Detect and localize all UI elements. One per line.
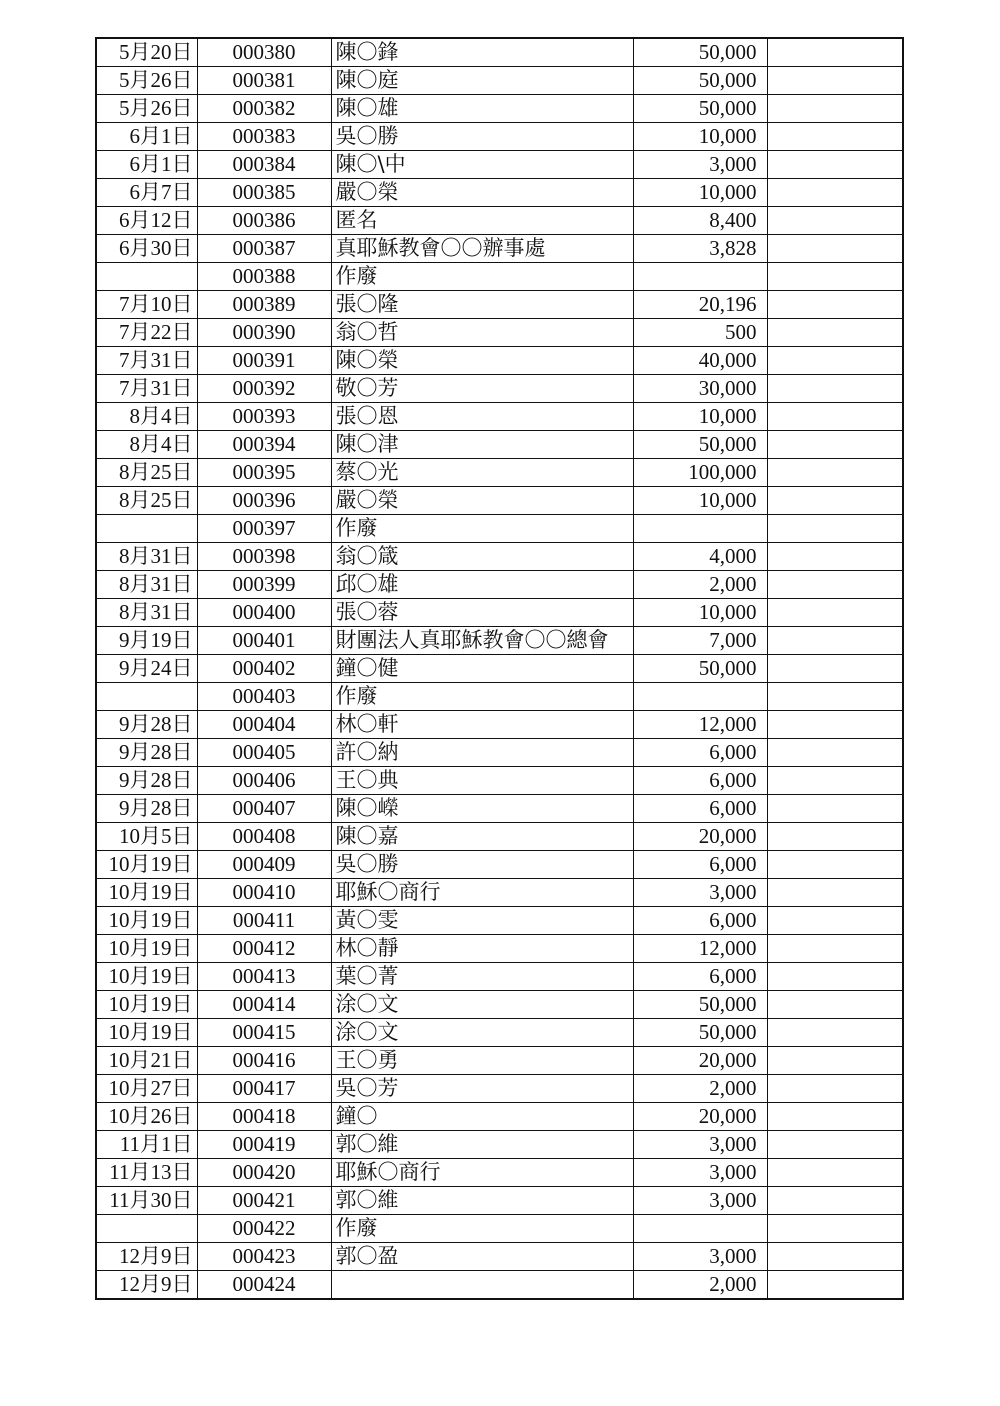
donor-name-cell: 郭〇維 — [331, 1131, 633, 1159]
donor-name-cell: 吳〇芳 — [331, 1075, 633, 1103]
receipt-number-cell: 000412 — [197, 935, 331, 963]
table-row — [96, 151, 903, 179]
table-row — [96, 515, 903, 543]
note-cell — [767, 683, 903, 711]
note-cell — [767, 1103, 903, 1131]
table-row — [96, 627, 903, 655]
note-cell — [767, 431, 903, 459]
receipt-number-cell: 000420 — [197, 1159, 331, 1187]
table-row — [96, 739, 903, 767]
table-row — [96, 235, 903, 263]
amount-cell — [633, 515, 767, 543]
note-cell — [767, 375, 903, 403]
note-cell — [767, 123, 903, 151]
amount-cell: 50,000 — [633, 95, 767, 123]
date-cell: 10月19日 — [96, 935, 197, 963]
table-row — [96, 403, 903, 431]
receipt-number-cell: 000394 — [197, 431, 331, 459]
note-cell — [767, 38, 903, 67]
note-cell — [767, 655, 903, 683]
note-cell — [767, 1215, 903, 1243]
table-row — [96, 1019, 903, 1047]
donor-name-cell: 鐘〇 — [331, 1103, 633, 1131]
amount-cell: 12,000 — [633, 935, 767, 963]
receipt-number-cell: 000385 — [197, 179, 331, 207]
receipt-number-cell: 000406 — [197, 767, 331, 795]
note-cell — [767, 1019, 903, 1047]
receipt-number-cell: 000413 — [197, 963, 331, 991]
amount-cell: 500 — [633, 319, 767, 347]
date-cell: 9月28日 — [96, 739, 197, 767]
amount-cell: 7,000 — [633, 627, 767, 655]
date-cell: 8月31日 — [96, 543, 197, 571]
donor-name-cell: 作廢 — [331, 683, 633, 711]
table-row — [96, 963, 903, 991]
amount-cell: 2,000 — [633, 1075, 767, 1103]
table-row — [96, 487, 903, 515]
receipt-number-cell: 000384 — [197, 151, 331, 179]
donor-name-cell: 邱〇雄 — [331, 571, 633, 599]
date-cell: 8月25日 — [96, 487, 197, 515]
receipt-number-cell: 000404 — [197, 711, 331, 739]
table-row — [96, 991, 903, 1019]
donor-name-cell: 王〇勇 — [331, 1047, 633, 1075]
amount-cell: 20,000 — [633, 1103, 767, 1131]
table-row — [96, 431, 903, 459]
table-row — [96, 543, 903, 571]
date-cell: 10月19日 — [96, 879, 197, 907]
receipt-number-cell: 000421 — [197, 1187, 331, 1215]
amount-cell: 3,000 — [633, 879, 767, 907]
date-cell — [96, 263, 197, 291]
date-cell: 5月26日 — [96, 95, 197, 123]
receipt-number-cell: 000419 — [197, 1131, 331, 1159]
amount-cell: 6,000 — [633, 907, 767, 935]
receipt-number-cell: 000392 — [197, 375, 331, 403]
amount-cell — [633, 1215, 767, 1243]
note-cell — [767, 151, 903, 179]
date-cell: 9月28日 — [96, 711, 197, 739]
amount-cell: 30,000 — [633, 375, 767, 403]
receipt-number-cell: 000417 — [197, 1075, 331, 1103]
table-row — [96, 1271, 903, 1300]
date-cell: 8月31日 — [96, 571, 197, 599]
date-cell: 5月20日 — [96, 38, 197, 67]
table-row — [96, 851, 903, 879]
receipt-number-cell: 000410 — [197, 879, 331, 907]
date-cell: 10月19日 — [96, 1019, 197, 1047]
table-row — [96, 935, 903, 963]
receipt-number-cell: 000391 — [197, 347, 331, 375]
receipt-number-cell: 000411 — [197, 907, 331, 935]
table-row — [96, 767, 903, 795]
date-cell: 6月7日 — [96, 179, 197, 207]
donor-name-cell: 蔡〇光 — [331, 459, 633, 487]
receipt-number-cell: 000383 — [197, 123, 331, 151]
donor-name-cell: 涂〇文 — [331, 1019, 633, 1047]
note-cell — [767, 543, 903, 571]
table-row — [96, 459, 903, 487]
table-row — [96, 67, 903, 95]
note-cell — [767, 1047, 903, 1075]
date-cell — [96, 515, 197, 543]
receipt-number-cell: 000380 — [197, 38, 331, 67]
note-cell — [767, 907, 903, 935]
amount-cell: 3,000 — [633, 1243, 767, 1271]
date-cell: 10月19日 — [96, 907, 197, 935]
date-cell — [96, 1215, 197, 1243]
date-cell: 9月28日 — [96, 795, 197, 823]
date-cell: 7月31日 — [96, 375, 197, 403]
date-cell: 11月1日 — [96, 1131, 197, 1159]
note-cell — [767, 767, 903, 795]
receipt-number-cell: 000381 — [197, 67, 331, 95]
receipt-number-cell: 000418 — [197, 1103, 331, 1131]
donor-name-cell: 張〇隆 — [331, 291, 633, 319]
date-cell: 10月19日 — [96, 963, 197, 991]
donor-name-cell: 敬〇芳 — [331, 375, 633, 403]
amount-cell: 3,000 — [633, 1159, 767, 1187]
receipt-number-cell: 000386 — [197, 207, 331, 235]
donor-name-cell: 郭〇維 — [331, 1187, 633, 1215]
donor-name-cell: 吳〇勝 — [331, 851, 633, 879]
receipt-number-cell: 000395 — [197, 459, 331, 487]
table-row — [96, 1103, 903, 1131]
date-cell: 8月25日 — [96, 459, 197, 487]
note-cell — [767, 347, 903, 375]
date-cell: 11月13日 — [96, 1159, 197, 1187]
donor-name-cell: 匿名 — [331, 207, 633, 235]
receipt-number-cell: 000409 — [197, 851, 331, 879]
receipt-number-cell: 000422 — [197, 1215, 331, 1243]
date-cell — [96, 683, 197, 711]
amount-cell: 50,000 — [633, 1019, 767, 1047]
amount-cell: 10,000 — [633, 403, 767, 431]
donor-name-cell: 陳〇榮 — [331, 347, 633, 375]
date-cell: 6月30日 — [96, 235, 197, 263]
amount-cell — [633, 263, 767, 291]
donor-name-cell: 陳〇嶸 — [331, 795, 633, 823]
donor-name-cell: 張〇恩 — [331, 403, 633, 431]
table-row — [96, 38, 903, 67]
date-cell: 10月21日 — [96, 1047, 197, 1075]
donor-name-cell — [331, 1271, 633, 1300]
amount-cell: 40,000 — [633, 347, 767, 375]
date-cell: 6月1日 — [96, 151, 197, 179]
table-row — [96, 347, 903, 375]
note-cell — [767, 207, 903, 235]
donor-name-cell: 作廢 — [331, 515, 633, 543]
amount-cell: 3,000 — [633, 151, 767, 179]
note-cell — [767, 991, 903, 1019]
date-cell: 12月9日 — [96, 1271, 197, 1300]
amount-cell: 10,000 — [633, 487, 767, 515]
donor-name-cell: 真耶穌教會〇〇辦事處 — [331, 235, 633, 263]
donor-name-cell: 林〇軒 — [331, 711, 633, 739]
note-cell — [767, 403, 903, 431]
donor-name-cell: 翁〇箴 — [331, 543, 633, 571]
receipt-number-cell: 000407 — [197, 795, 331, 823]
donor-name-cell: 嚴〇榮 — [331, 179, 633, 207]
donor-name-cell: 張〇蓉 — [331, 599, 633, 627]
donor-name-cell: 黃〇雯 — [331, 907, 633, 935]
date-cell: 10月26日 — [96, 1103, 197, 1131]
table-row — [96, 1187, 903, 1215]
receipt-number-cell: 000408 — [197, 823, 331, 851]
note-cell — [767, 879, 903, 907]
donor-name-cell: 耶穌〇商行 — [331, 1159, 633, 1187]
date-cell: 9月19日 — [96, 627, 197, 655]
donor-name-cell: 陳〇嘉 — [331, 823, 633, 851]
date-cell: 7月22日 — [96, 319, 197, 347]
amount-cell: 10,000 — [633, 179, 767, 207]
note-cell — [767, 599, 903, 627]
date-cell: 10月19日 — [96, 851, 197, 879]
note-cell — [767, 459, 903, 487]
receipt-number-cell: 000388 — [197, 263, 331, 291]
note-cell — [767, 627, 903, 655]
date-cell: 7月10日 — [96, 291, 197, 319]
donor-name-cell: 涂〇文 — [331, 991, 633, 1019]
donor-name-cell: 郭〇盈 — [331, 1243, 633, 1271]
table-row — [96, 207, 903, 235]
table-row — [96, 123, 903, 151]
donor-name-cell: 王〇典 — [331, 767, 633, 795]
receipt-number-cell: 000396 — [197, 487, 331, 515]
receipt-number-cell: 000387 — [197, 235, 331, 263]
donor-name-cell: 作廢 — [331, 1215, 633, 1243]
table-row — [96, 907, 903, 935]
table-row — [96, 711, 903, 739]
table-row — [96, 291, 903, 319]
donor-name-cell: 吳〇勝 — [331, 123, 633, 151]
amount-cell: 6,000 — [633, 767, 767, 795]
receipt-number-cell: 000403 — [197, 683, 331, 711]
receipt-number-cell: 000393 — [197, 403, 331, 431]
note-cell — [767, 851, 903, 879]
table-row — [96, 95, 903, 123]
date-cell: 8月31日 — [96, 599, 197, 627]
donor-name-cell: 財團法人真耶穌教會〇〇總會 — [331, 627, 633, 655]
table-row — [96, 179, 903, 207]
amount-cell: 3,000 — [633, 1187, 767, 1215]
receipt-number-cell: 000414 — [197, 991, 331, 1019]
amount-cell: 8,400 — [633, 207, 767, 235]
amount-cell: 2,000 — [633, 571, 767, 599]
amount-cell: 50,000 — [633, 991, 767, 1019]
receipt-number-cell: 000382 — [197, 95, 331, 123]
amount-cell: 50,000 — [633, 431, 767, 459]
donor-name-cell: 陳〇雄 — [331, 95, 633, 123]
note-cell — [767, 1187, 903, 1215]
amount-cell: 20,000 — [633, 823, 767, 851]
donor-name-cell: 許〇納 — [331, 739, 633, 767]
date-cell: 10月5日 — [96, 823, 197, 851]
table-row — [96, 1075, 903, 1103]
note-cell — [767, 1159, 903, 1187]
amount-cell: 6,000 — [633, 739, 767, 767]
note-cell — [767, 739, 903, 767]
note-cell — [767, 319, 903, 347]
donor-name-cell: 陳〇\中 — [331, 151, 633, 179]
table-row — [96, 1047, 903, 1075]
note-cell — [767, 1131, 903, 1159]
table-row — [96, 319, 903, 347]
table-row — [96, 823, 903, 851]
note-cell — [767, 263, 903, 291]
note-cell — [767, 1271, 903, 1300]
note-cell — [767, 487, 903, 515]
amount-cell: 2,000 — [633, 1271, 767, 1300]
note-cell — [767, 935, 903, 963]
table-row — [96, 1243, 903, 1271]
table-row — [96, 795, 903, 823]
table-row — [96, 263, 903, 291]
note-cell — [767, 67, 903, 95]
amount-cell: 3,000 — [633, 1131, 767, 1159]
date-cell: 6月12日 — [96, 207, 197, 235]
donor-name-cell: 陳〇津 — [331, 431, 633, 459]
table-row — [96, 375, 903, 403]
amount-cell: 6,000 — [633, 851, 767, 879]
donor-name-cell: 嚴〇榮 — [331, 487, 633, 515]
date-cell: 9月28日 — [96, 767, 197, 795]
note-cell — [767, 179, 903, 207]
donation-ledger-table — [95, 37, 904, 1300]
date-cell: 11月30日 — [96, 1187, 197, 1215]
note-cell — [767, 235, 903, 263]
receipt-number-cell: 000402 — [197, 655, 331, 683]
amount-cell: 6,000 — [633, 963, 767, 991]
note-cell — [767, 95, 903, 123]
amount-cell: 100,000 — [633, 459, 767, 487]
receipt-number-cell: 000398 — [197, 543, 331, 571]
donor-name-cell: 葉〇菁 — [331, 963, 633, 991]
amount-cell: 12,000 — [633, 711, 767, 739]
table-row — [96, 1215, 903, 1243]
note-cell — [767, 291, 903, 319]
note-cell — [767, 823, 903, 851]
table-row — [96, 683, 903, 711]
receipt-number-cell: 000416 — [197, 1047, 331, 1075]
amount-cell: 50,000 — [633, 38, 767, 67]
date-cell: 8月4日 — [96, 431, 197, 459]
donor-name-cell: 林〇靜 — [331, 935, 633, 963]
amount-cell: 4,000 — [633, 543, 767, 571]
date-cell: 6月1日 — [96, 123, 197, 151]
date-cell: 9月24日 — [96, 655, 197, 683]
receipt-number-cell: 000399 — [197, 571, 331, 599]
date-cell: 12月9日 — [96, 1243, 197, 1271]
table-row — [96, 655, 903, 683]
donor-name-cell: 陳〇庭 — [331, 67, 633, 95]
date-cell: 8月4日 — [96, 403, 197, 431]
table-row — [96, 1159, 903, 1187]
receipt-number-cell: 000401 — [197, 627, 331, 655]
receipt-number-cell: 000400 — [197, 599, 331, 627]
receipt-number-cell: 000415 — [197, 1019, 331, 1047]
donor-name-cell: 翁〇哲 — [331, 319, 633, 347]
donor-name-cell: 陳〇鋒 — [331, 38, 633, 67]
amount-cell: 20,000 — [633, 1047, 767, 1075]
table-row — [96, 571, 903, 599]
date-cell: 10月27日 — [96, 1075, 197, 1103]
table-row — [96, 1131, 903, 1159]
amount-cell: 20,196 — [633, 291, 767, 319]
amount-cell: 3,828 — [633, 235, 767, 263]
note-cell — [767, 963, 903, 991]
note-cell — [767, 515, 903, 543]
receipt-number-cell: 000389 — [197, 291, 331, 319]
donor-name-cell: 作廢 — [331, 263, 633, 291]
receipt-number-cell: 000390 — [197, 319, 331, 347]
note-cell — [767, 795, 903, 823]
table-row — [96, 599, 903, 627]
note-cell — [767, 1075, 903, 1103]
ledger-body — [96, 38, 903, 1299]
receipt-number-cell: 000397 — [197, 515, 331, 543]
date-cell: 10月19日 — [96, 991, 197, 1019]
note-cell — [767, 1243, 903, 1271]
donor-name-cell: 鐘〇健 — [331, 655, 633, 683]
note-cell — [767, 711, 903, 739]
date-cell: 5月26日 — [96, 67, 197, 95]
receipt-number-cell: 000424 — [197, 1271, 331, 1300]
amount-cell: 10,000 — [633, 599, 767, 627]
amount-cell: 10,000 — [633, 123, 767, 151]
amount-cell: 6,000 — [633, 795, 767, 823]
amount-cell: 50,000 — [633, 67, 767, 95]
donor-name-cell: 耶穌〇商行 — [331, 879, 633, 907]
amount-cell: 50,000 — [633, 655, 767, 683]
receipt-number-cell: 000405 — [197, 739, 331, 767]
date-cell: 7月31日 — [96, 347, 197, 375]
table-row — [96, 879, 903, 907]
amount-cell — [633, 683, 767, 711]
receipt-number-cell: 000423 — [197, 1243, 331, 1271]
note-cell — [767, 571, 903, 599]
